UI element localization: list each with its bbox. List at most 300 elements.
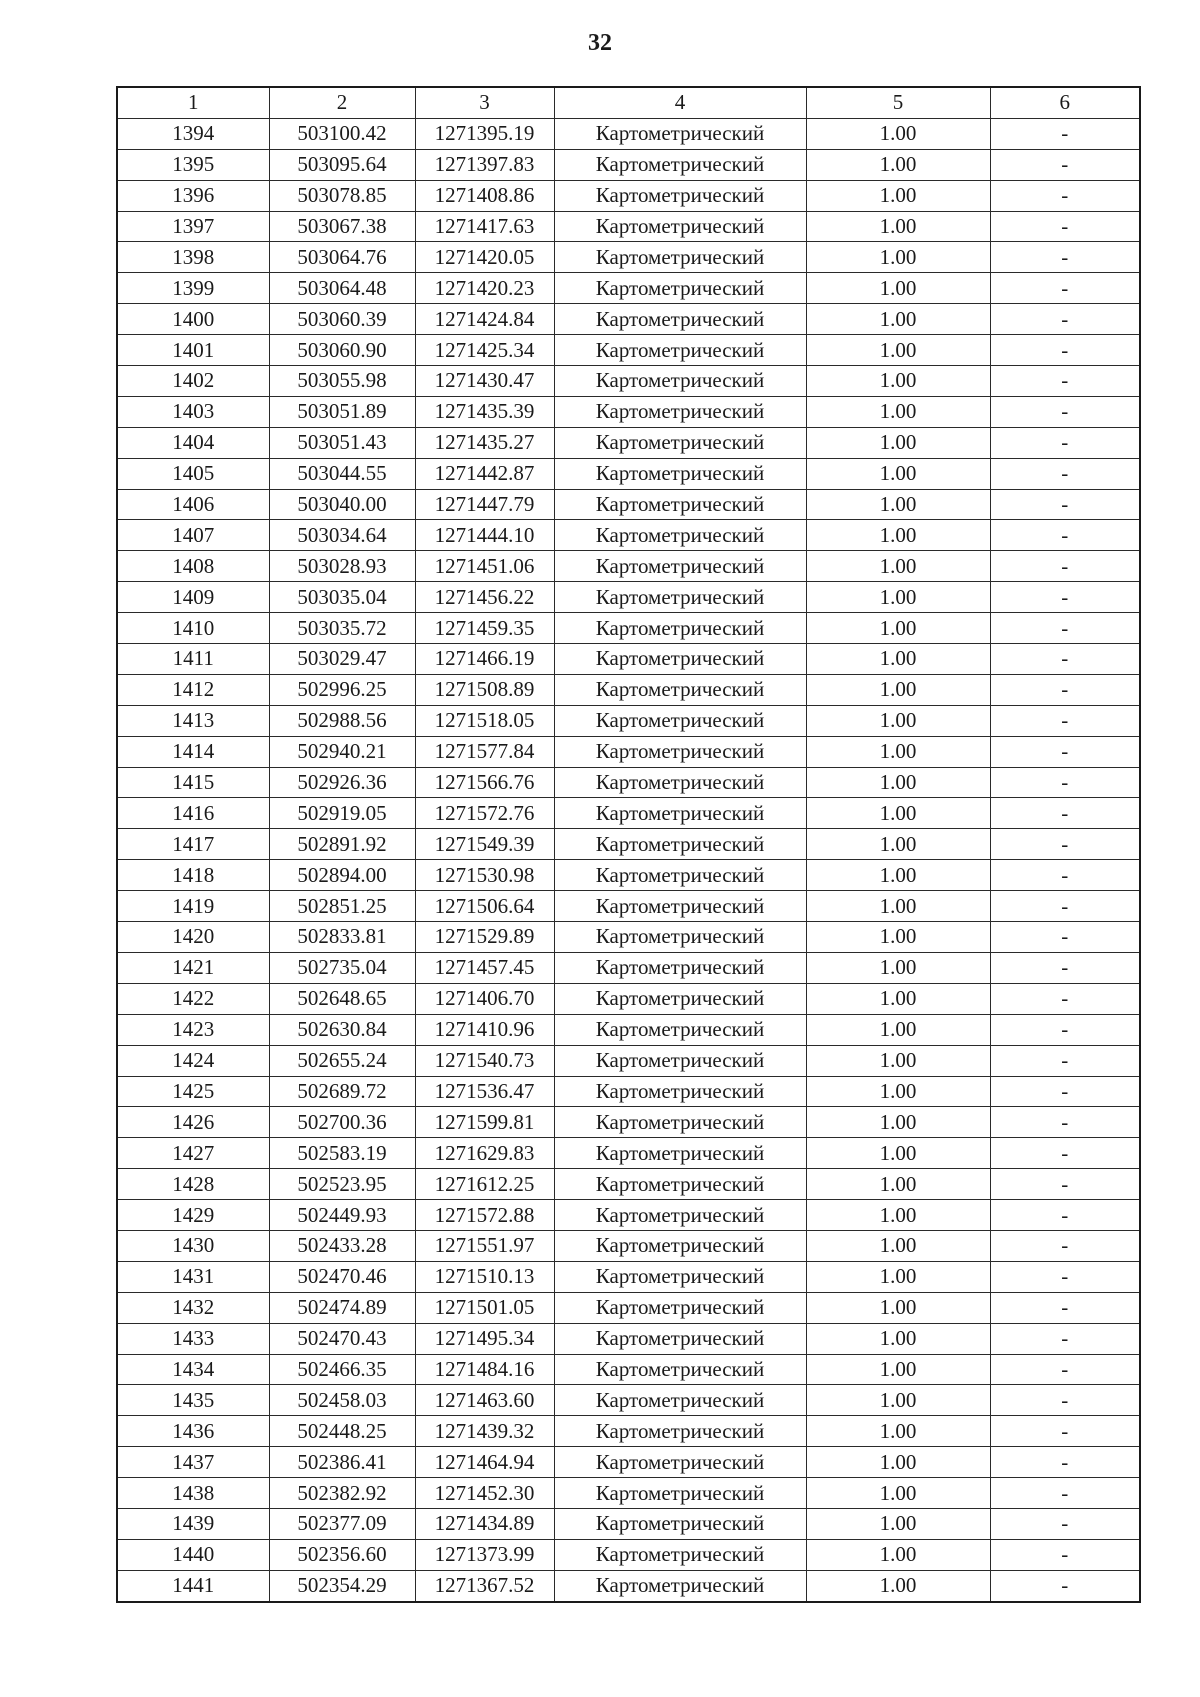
table-row (117, 366, 1140, 397)
table-row (117, 1539, 1140, 1570)
accuracy-cell: 1.00 (806, 860, 990, 891)
table-row (117, 983, 1140, 1014)
description-cell: - (990, 366, 1140, 397)
point-number-cell: 1418 (117, 860, 269, 891)
accuracy-cell: 1.00 (806, 1478, 990, 1509)
accuracy-cell: 1.00 (806, 674, 990, 705)
method-cell: Картометрический (554, 335, 806, 366)
x-coordinate-cell: 503051.89 (269, 396, 415, 427)
x-coordinate-cell: 502356.60 (269, 1539, 415, 1570)
point-number-cell: 1399 (117, 273, 269, 304)
y-coordinate-cell: 1271599.81 (415, 1107, 554, 1138)
accuracy-cell: 1.00 (806, 366, 990, 397)
method-cell: Картометрический (554, 366, 806, 397)
x-coordinate-cell: 502996.25 (269, 674, 415, 705)
method-cell: Картометрический (554, 1045, 806, 1076)
method-cell: Картометрический (554, 1539, 806, 1570)
table-row (117, 1570, 1140, 1601)
x-coordinate-cell: 502474.89 (269, 1292, 415, 1323)
table-row (117, 705, 1140, 736)
table-row (117, 520, 1140, 551)
description-cell: - (990, 1045, 1140, 1076)
table-row (117, 1200, 1140, 1231)
point-number-cell: 1405 (117, 458, 269, 489)
y-coordinate-cell: 1271367.52 (415, 1570, 554, 1601)
method-cell: Картометрический (554, 922, 806, 953)
x-coordinate-cell: 502523.95 (269, 1169, 415, 1200)
accuracy-cell: 1.00 (806, 1045, 990, 1076)
description-cell: - (990, 829, 1140, 860)
y-coordinate-cell: 1271506.64 (415, 891, 554, 922)
x-coordinate-cell: 502433.28 (269, 1230, 415, 1261)
point-number-cell: 1429 (117, 1200, 269, 1231)
description-cell: - (990, 922, 1140, 953)
table-row (117, 1478, 1140, 1509)
x-coordinate-cell: 502648.65 (269, 983, 415, 1014)
y-coordinate-cell: 1271406.70 (415, 983, 554, 1014)
x-coordinate-cell: 503078.85 (269, 180, 415, 211)
method-cell: Картометрический (554, 891, 806, 922)
point-number-cell: 1404 (117, 427, 269, 458)
description-cell: - (990, 304, 1140, 335)
accuracy-cell: 1.00 (806, 1014, 990, 1045)
point-number-cell: 1394 (117, 118, 269, 149)
point-number-cell: 1417 (117, 829, 269, 860)
method-cell: Картометрический (554, 211, 806, 242)
accuracy-cell: 1.00 (806, 922, 990, 953)
point-number-cell: 1412 (117, 674, 269, 705)
method-cell: Картометрический (554, 458, 806, 489)
point-number-cell: 1414 (117, 736, 269, 767)
y-coordinate-cell: 1271510.13 (415, 1261, 554, 1292)
description-cell: - (990, 118, 1140, 149)
method-cell: Картометрический (554, 242, 806, 273)
point-number-cell: 1409 (117, 582, 269, 613)
x-coordinate-cell: 502583.19 (269, 1138, 415, 1169)
method-cell: Картометрический (554, 1385, 806, 1416)
method-cell: Картометрический (554, 1076, 806, 1107)
method-cell: Картометрический (554, 1292, 806, 1323)
table-row (117, 304, 1140, 335)
description-cell: - (990, 1292, 1140, 1323)
x-coordinate-cell: 502386.41 (269, 1447, 415, 1478)
method-cell: Картометрический (554, 427, 806, 458)
description-cell: - (990, 1014, 1140, 1045)
table-row (117, 1323, 1140, 1354)
table-row (117, 1014, 1140, 1045)
y-coordinate-cell: 1271463.60 (415, 1385, 554, 1416)
y-coordinate-cell: 1271536.47 (415, 1076, 554, 1107)
accuracy-cell: 1.00 (806, 1539, 990, 1570)
accuracy-cell: 1.00 (806, 1570, 990, 1601)
point-number-cell: 1410 (117, 613, 269, 644)
table-row (117, 1385, 1140, 1416)
method-cell: Картометрический (554, 674, 806, 705)
table-row (117, 273, 1140, 304)
description-cell: - (990, 242, 1140, 273)
description-cell: - (990, 427, 1140, 458)
point-number-cell: 1397 (117, 211, 269, 242)
y-coordinate-cell: 1271424.84 (415, 304, 554, 335)
method-cell: Картометрический (554, 829, 806, 860)
point-number-cell: 1413 (117, 705, 269, 736)
point-number-cell: 1396 (117, 180, 269, 211)
description-cell: - (990, 952, 1140, 983)
method-cell: Картометрический (554, 551, 806, 582)
accuracy-cell: 1.00 (806, 273, 990, 304)
method-cell: Картометрический (554, 118, 806, 149)
description-cell: - (990, 1323, 1140, 1354)
accuracy-cell: 1.00 (806, 1354, 990, 1385)
accuracy-cell: 1.00 (806, 1292, 990, 1323)
table-row (117, 1076, 1140, 1107)
accuracy-cell: 1.00 (806, 1107, 990, 1138)
table-row (117, 1261, 1140, 1292)
accuracy-cell: 1.00 (806, 1508, 990, 1539)
table-row (117, 1508, 1140, 1539)
point-number-cell: 1434 (117, 1354, 269, 1385)
y-coordinate-cell: 1271549.39 (415, 829, 554, 860)
point-number-cell: 1415 (117, 767, 269, 798)
table-row (117, 644, 1140, 675)
description-cell: - (990, 211, 1140, 242)
method-cell: Картометрический (554, 767, 806, 798)
y-coordinate-cell: 1271397.83 (415, 149, 554, 180)
x-coordinate-cell: 503055.98 (269, 366, 415, 397)
description-cell: - (990, 489, 1140, 520)
method-cell: Картометрический (554, 520, 806, 551)
point-number-cell: 1402 (117, 366, 269, 397)
x-coordinate-cell: 502458.03 (269, 1385, 415, 1416)
x-coordinate-cell: 503064.48 (269, 273, 415, 304)
coordinates-table (116, 86, 1141, 1603)
method-cell: Картометрический (554, 1354, 806, 1385)
point-number-cell: 1411 (117, 644, 269, 675)
y-coordinate-cell: 1271501.05 (415, 1292, 554, 1323)
x-coordinate-cell: 502940.21 (269, 736, 415, 767)
x-coordinate-cell: 503035.72 (269, 613, 415, 644)
y-coordinate-cell: 1271612.25 (415, 1169, 554, 1200)
point-number-cell: 1427 (117, 1138, 269, 1169)
table-row (117, 860, 1140, 891)
column-header-3: 3 (415, 87, 554, 118)
description-cell: - (990, 644, 1140, 675)
x-coordinate-cell: 502735.04 (269, 952, 415, 983)
accuracy-cell: 1.00 (806, 1385, 990, 1416)
table-row (117, 674, 1140, 705)
y-coordinate-cell: 1271484.16 (415, 1354, 554, 1385)
description-cell: - (990, 1107, 1140, 1138)
y-coordinate-cell: 1271551.97 (415, 1230, 554, 1261)
y-coordinate-cell: 1271572.88 (415, 1200, 554, 1231)
method-cell: Картометрический (554, 1447, 806, 1478)
description-cell: - (990, 1354, 1140, 1385)
point-number-cell: 1425 (117, 1076, 269, 1107)
accuracy-cell: 1.00 (806, 705, 990, 736)
table-row (117, 582, 1140, 613)
y-coordinate-cell: 1271395.19 (415, 118, 554, 149)
y-coordinate-cell: 1271452.30 (415, 1478, 554, 1509)
description-cell: - (990, 335, 1140, 366)
description-cell: - (990, 860, 1140, 891)
accuracy-cell: 1.00 (806, 489, 990, 520)
x-coordinate-cell: 502926.36 (269, 767, 415, 798)
method-cell: Картометрический (554, 149, 806, 180)
accuracy-cell: 1.00 (806, 1230, 990, 1261)
y-coordinate-cell: 1271566.76 (415, 767, 554, 798)
description-cell: - (990, 705, 1140, 736)
method-cell: Картометрический (554, 1508, 806, 1539)
accuracy-cell: 1.00 (806, 551, 990, 582)
accuracy-cell: 1.00 (806, 1416, 990, 1447)
accuracy-cell: 1.00 (806, 118, 990, 149)
point-number-cell: 1398 (117, 242, 269, 273)
table-body (117, 118, 1140, 1601)
accuracy-cell: 1.00 (806, 582, 990, 613)
table-row (117, 1138, 1140, 1169)
accuracy-cell: 1.00 (806, 180, 990, 211)
accuracy-cell: 1.00 (806, 1323, 990, 1354)
method-cell: Картометрический (554, 489, 806, 520)
y-coordinate-cell: 1271447.79 (415, 489, 554, 520)
description-cell: - (990, 1169, 1140, 1200)
accuracy-cell: 1.00 (806, 1200, 990, 1231)
y-coordinate-cell: 1271442.87 (415, 458, 554, 489)
point-number-cell: 1406 (117, 489, 269, 520)
description-cell: - (990, 396, 1140, 427)
point-number-cell: 1419 (117, 891, 269, 922)
method-cell: Картометрический (554, 1323, 806, 1354)
table-row (117, 180, 1140, 211)
x-coordinate-cell: 503060.39 (269, 304, 415, 335)
accuracy-cell: 1.00 (806, 1169, 990, 1200)
method-cell: Картометрический (554, 644, 806, 675)
accuracy-cell: 1.00 (806, 1138, 990, 1169)
description-cell: - (990, 798, 1140, 829)
y-coordinate-cell: 1271408.86 (415, 180, 554, 211)
y-coordinate-cell: 1271439.32 (415, 1416, 554, 1447)
y-coordinate-cell: 1271459.35 (415, 613, 554, 644)
x-coordinate-cell: 503029.47 (269, 644, 415, 675)
accuracy-cell: 1.00 (806, 1076, 990, 1107)
table-row (117, 1354, 1140, 1385)
method-cell: Картометрический (554, 1416, 806, 1447)
table-row (117, 427, 1140, 458)
x-coordinate-cell: 503040.00 (269, 489, 415, 520)
table-row (117, 118, 1140, 149)
accuracy-cell: 1.00 (806, 1447, 990, 1478)
y-coordinate-cell: 1271540.73 (415, 1045, 554, 1076)
method-cell: Картометрический (554, 304, 806, 335)
point-number-cell: 1426 (117, 1107, 269, 1138)
y-coordinate-cell: 1271457.45 (415, 952, 554, 983)
description-cell: - (990, 1230, 1140, 1261)
y-coordinate-cell: 1271518.05 (415, 705, 554, 736)
y-coordinate-cell: 1271425.34 (415, 335, 554, 366)
x-coordinate-cell: 503035.04 (269, 582, 415, 613)
accuracy-cell: 1.00 (806, 1261, 990, 1292)
method-cell: Картометрический (554, 582, 806, 613)
x-coordinate-cell: 503034.64 (269, 520, 415, 551)
table-row (117, 1045, 1140, 1076)
x-coordinate-cell: 502630.84 (269, 1014, 415, 1045)
point-number-cell: 1432 (117, 1292, 269, 1323)
description-cell: - (990, 891, 1140, 922)
method-cell: Картометрический (554, 1230, 806, 1261)
y-coordinate-cell: 1271577.84 (415, 736, 554, 767)
method-cell: Картометрический (554, 736, 806, 767)
point-number-cell: 1431 (117, 1261, 269, 1292)
page-number: 32 (588, 30, 612, 56)
y-coordinate-cell: 1271451.06 (415, 551, 554, 582)
column-header-4: 4 (554, 87, 806, 118)
table-row (117, 396, 1140, 427)
table-row (117, 1107, 1140, 1138)
point-number-cell: 1433 (117, 1323, 269, 1354)
point-number-cell: 1395 (117, 149, 269, 180)
x-coordinate-cell: 503051.43 (269, 427, 415, 458)
x-coordinate-cell: 503060.90 (269, 335, 415, 366)
y-coordinate-cell: 1271373.99 (415, 1539, 554, 1570)
method-cell: Картометрический (554, 396, 806, 427)
table-row (117, 489, 1140, 520)
accuracy-cell: 1.00 (806, 335, 990, 366)
table-row (117, 1230, 1140, 1261)
point-number-cell: 1408 (117, 551, 269, 582)
y-coordinate-cell: 1271420.05 (415, 242, 554, 273)
y-coordinate-cell: 1271529.89 (415, 922, 554, 953)
table-row (117, 458, 1140, 489)
accuracy-cell: 1.00 (806, 829, 990, 860)
x-coordinate-cell: 503100.42 (269, 118, 415, 149)
accuracy-cell: 1.00 (806, 427, 990, 458)
accuracy-cell: 1.00 (806, 149, 990, 180)
y-coordinate-cell: 1271410.96 (415, 1014, 554, 1045)
accuracy-cell: 1.00 (806, 767, 990, 798)
point-number-cell: 1439 (117, 1508, 269, 1539)
x-coordinate-cell: 502891.92 (269, 829, 415, 860)
method-cell: Картометрический (554, 1107, 806, 1138)
accuracy-cell: 1.00 (806, 798, 990, 829)
column-header-1: 1 (117, 87, 269, 118)
description-cell: - (990, 983, 1140, 1014)
description-cell: - (990, 273, 1140, 304)
description-cell: - (990, 1076, 1140, 1107)
y-coordinate-cell: 1271434.89 (415, 1508, 554, 1539)
point-number-cell: 1422 (117, 983, 269, 1014)
point-number-cell: 1401 (117, 335, 269, 366)
y-coordinate-cell: 1271435.39 (415, 396, 554, 427)
table-row (117, 1292, 1140, 1323)
accuracy-cell: 1.00 (806, 644, 990, 675)
table-row (117, 242, 1140, 273)
y-coordinate-cell: 1271629.83 (415, 1138, 554, 1169)
point-number-cell: 1441 (117, 1570, 269, 1601)
column-header-2: 2 (269, 87, 415, 118)
description-cell: - (990, 1416, 1140, 1447)
x-coordinate-cell: 502448.25 (269, 1416, 415, 1447)
description-cell: - (990, 1508, 1140, 1539)
method-cell: Картометрический (554, 1138, 806, 1169)
accuracy-cell: 1.00 (806, 952, 990, 983)
y-coordinate-cell: 1271530.98 (415, 860, 554, 891)
x-coordinate-cell: 502988.56 (269, 705, 415, 736)
y-coordinate-cell: 1271430.47 (415, 366, 554, 397)
table-row (117, 335, 1140, 366)
description-cell: - (990, 1385, 1140, 1416)
table-row (117, 1447, 1140, 1478)
point-number-cell: 1437 (117, 1447, 269, 1478)
method-cell: Картометрический (554, 273, 806, 304)
table-row (117, 891, 1140, 922)
accuracy-cell: 1.00 (806, 458, 990, 489)
x-coordinate-cell: 502894.00 (269, 860, 415, 891)
table-row (117, 922, 1140, 953)
x-coordinate-cell: 502466.35 (269, 1354, 415, 1385)
method-cell: Картометрический (554, 1200, 806, 1231)
y-coordinate-cell: 1271420.23 (415, 273, 554, 304)
y-coordinate-cell: 1271456.22 (415, 582, 554, 613)
description-cell: - (990, 520, 1140, 551)
table-header-row (117, 87, 1140, 118)
x-coordinate-cell: 502851.25 (269, 891, 415, 922)
point-number-cell: 1403 (117, 396, 269, 427)
method-cell: Картометрический (554, 1014, 806, 1045)
point-number-cell: 1435 (117, 1385, 269, 1416)
accuracy-cell: 1.00 (806, 242, 990, 273)
x-coordinate-cell: 502354.29 (269, 1570, 415, 1601)
column-header-6: 6 (990, 87, 1140, 118)
description-cell: - (990, 458, 1140, 489)
y-coordinate-cell: 1271444.10 (415, 520, 554, 551)
y-coordinate-cell: 1271464.94 (415, 1447, 554, 1478)
table-row (117, 952, 1140, 983)
point-number-cell: 1400 (117, 304, 269, 335)
method-cell: Картометрический (554, 952, 806, 983)
method-cell: Картометрический (554, 1478, 806, 1509)
description-cell: - (990, 551, 1140, 582)
table-row (117, 551, 1140, 582)
method-cell: Картометрический (554, 798, 806, 829)
y-coordinate-cell: 1271572.76 (415, 798, 554, 829)
accuracy-cell: 1.00 (806, 520, 990, 551)
table-row (117, 211, 1140, 242)
table-row (117, 613, 1140, 644)
y-coordinate-cell: 1271508.89 (415, 674, 554, 705)
point-number-cell: 1423 (117, 1014, 269, 1045)
accuracy-cell: 1.00 (806, 891, 990, 922)
x-coordinate-cell: 502382.92 (269, 1478, 415, 1509)
description-cell: - (990, 613, 1140, 644)
x-coordinate-cell: 503067.38 (269, 211, 415, 242)
point-number-cell: 1428 (117, 1169, 269, 1200)
x-coordinate-cell: 503064.76 (269, 242, 415, 273)
point-number-cell: 1407 (117, 520, 269, 551)
description-cell: - (990, 736, 1140, 767)
description-cell: - (990, 674, 1140, 705)
x-coordinate-cell: 502700.36 (269, 1107, 415, 1138)
table-row (117, 149, 1140, 180)
accuracy-cell: 1.00 (806, 613, 990, 644)
x-coordinate-cell: 502449.93 (269, 1200, 415, 1231)
table-row (117, 798, 1140, 829)
description-cell: - (990, 1570, 1140, 1601)
description-cell: - (990, 767, 1140, 798)
x-coordinate-cell: 503028.93 (269, 551, 415, 582)
x-coordinate-cell: 502377.09 (269, 1508, 415, 1539)
y-coordinate-cell: 1271417.63 (415, 211, 554, 242)
table-row (117, 829, 1140, 860)
